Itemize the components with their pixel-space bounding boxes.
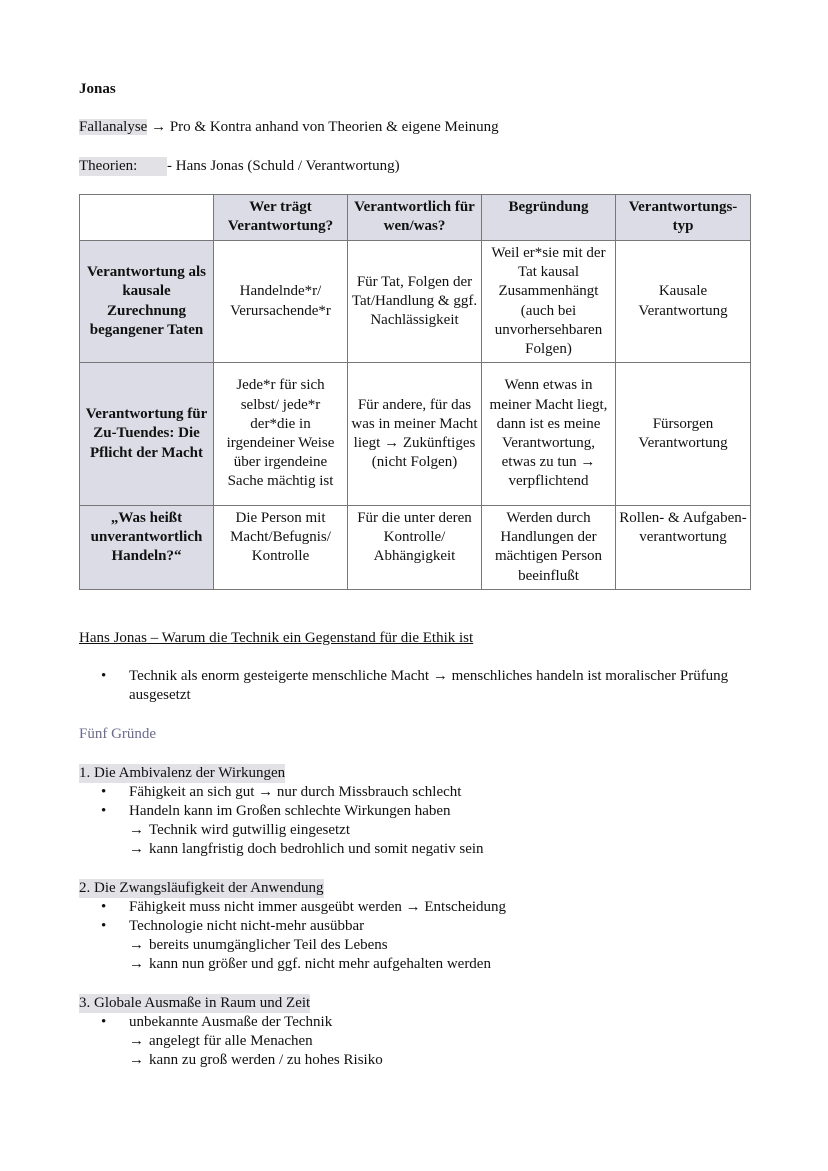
reason-block — [79, 764, 751, 859]
bullet-text: Fähigkeit an sich gut → nur durch Missbrauch schlecht — [129, 784, 462, 800]
table-row — [80, 241, 751, 363]
sub-text: kann zu groß werden / zu hohes Risiko — [149, 1052, 383, 1068]
section-title: Hans Jonas – Warum die Technik ein Gegenstand für die Ethik ist — [79, 630, 474, 646]
table-cell: Weil er*sie mit der Tat kausal Zusammenhängt (auch bei unvorhersehbaren Folgen) — [482, 241, 616, 363]
theories-text: - Hans Jonas (Schuld / Verantwortung) — [167, 158, 400, 174]
reason-block — [79, 994, 751, 1070]
reason-heading: 1. Die Ambivalenz der Wirkungen — [79, 765, 286, 781]
table-cell: Rollen- & Aufgaben-verantwortung — [616, 506, 751, 590]
table-cell: Fürsorgen Verantwortung — [616, 363, 751, 506]
reasons-title: Fünf Gründe — [79, 726, 157, 742]
sub-item — [79, 955, 751, 974]
bullet-icon: • — [101, 784, 107, 800]
arrow-icon: → — [129, 937, 144, 953]
table-header-cell — [80, 195, 214, 241]
sub-text: kann nun größer und ggf. nicht mehr aufgehalten werden — [149, 956, 491, 972]
table-cell: Für Tat, Folgen der Tat/Handlung & ggf. Nachlässigkeit — [348, 241, 482, 363]
table-row — [80, 363, 751, 506]
bullet-text: Handeln kann im Großen schlechte Wirkungen haben — [129, 803, 451, 819]
list-item — [79, 917, 751, 936]
table-cell: Jede*r für sich selbst/ jede*r der*die in irgendeiner Weise über irgendeine Sache mächtig ist — [214, 363, 348, 506]
bullet-icon: • — [101, 918, 107, 934]
list-item — [79, 783, 751, 802]
list-item — [79, 667, 751, 705]
bullet-text: Fähigkeit muss nicht immer ausgeübt werden → Entscheidung — [129, 899, 507, 915]
table-row-head: „Was heißt unverantwortlich Handeln?“ — [80, 506, 214, 590]
table-header-cell: Wer trägt Verantwortung? — [214, 195, 348, 241]
bullet-text: Technologie nicht nicht-mehr ausübbar — [129, 918, 365, 934]
reason-heading: 2. Die Zwangsläufigkeit der Anwendung — [79, 880, 324, 896]
table-row-head: Verantwortung für Zu-Tuendes: Die Pflicht der Macht — [80, 363, 214, 506]
reason-bullet-list — [79, 783, 751, 821]
sub-item — [79, 821, 751, 840]
table-header-cell: Verantwortungs-typ — [616, 195, 751, 241]
bullet-icon: • — [101, 1014, 107, 1030]
sub-text: kann langfristig doch bedrohlich und somit negativ sein — [149, 841, 484, 857]
case-analysis-label: Fallanalyse — [79, 119, 148, 135]
responsibility-table — [79, 194, 751, 590]
sub-item — [79, 1051, 751, 1070]
bullet-text: unbekannte Ausmaße der Technik — [129, 1014, 333, 1030]
bullet-text: Technik als enorm gesteigerte menschliche Macht → menschliches handeln ist moralischer Prüfung ausgesetzt — [129, 668, 729, 703]
sub-item — [79, 840, 751, 859]
reason-heading: 3. Globale Ausmaße in Raum und Zeit — [79, 995, 311, 1011]
list-item — [79, 802, 751, 821]
sub-text: angelegt für alle Menachen — [149, 1033, 313, 1049]
reason-bullet-list — [79, 1013, 751, 1032]
table-cell: Für andere, für das was in meiner Macht liegt → Zukünftiges (nicht Folgen) — [348, 363, 482, 506]
list-item — [79, 898, 751, 917]
table-cell: Handelnde*r/ Verursachende*r — [214, 241, 348, 363]
sub-item — [79, 936, 751, 955]
list-item — [79, 1013, 751, 1032]
bullet-icon: • — [101, 803, 107, 819]
reason-block — [79, 879, 751, 974]
reason-bullet-list — [79, 898, 751, 936]
sub-item — [79, 1032, 751, 1051]
page-title: Jonas — [79, 81, 116, 97]
table-row-head: Verantwortung als kausale Zurechnung begangener Taten — [80, 241, 214, 363]
table-header-row — [80, 195, 751, 241]
bullet-icon: • — [101, 899, 107, 915]
table-cell: Kausale Verantwortung — [616, 241, 751, 363]
case-analysis-text: → Pro & Kontra anhand von Theorien & eigene Meinung — [147, 119, 499, 135]
intro-bullet-list — [79, 667, 751, 705]
table-cell: Für die unter deren Kontrolle/ Abhängigkeit — [348, 506, 482, 590]
arrow-icon: → — [129, 956, 144, 972]
case-analysis-line — [79, 118, 499, 137]
table-row — [80, 506, 751, 590]
table-cell: Die Person mit Macht/Befugnis/ Kontrolle — [214, 506, 348, 590]
arrow-icon: → — [129, 1052, 144, 1068]
table-header-cell: Begründung — [482, 195, 616, 241]
table-cell: Wenn etwas in meiner Macht liegt, dann ist es meine Verantwortung, etwas zu tun → verpflichtend — [482, 363, 616, 506]
theories-line — [79, 157, 400, 176]
theories-label: Theorien: — [79, 157, 167, 176]
table-cell: Werden durch Handlungen der mächtigen Person beeinflußt — [482, 506, 616, 590]
bullet-icon: • — [101, 668, 107, 684]
arrow-icon: → — [129, 841, 144, 857]
table-header-cell: Verantwortlich für wen/was? — [348, 195, 482, 241]
arrow-icon: → — [129, 822, 144, 838]
arrow-icon: → — [129, 1033, 144, 1049]
sub-text: Technik wird gutwillig eingesetzt — [149, 822, 350, 838]
sub-text: bereits unumgänglicher Teil des Lebens — [149, 937, 388, 953]
